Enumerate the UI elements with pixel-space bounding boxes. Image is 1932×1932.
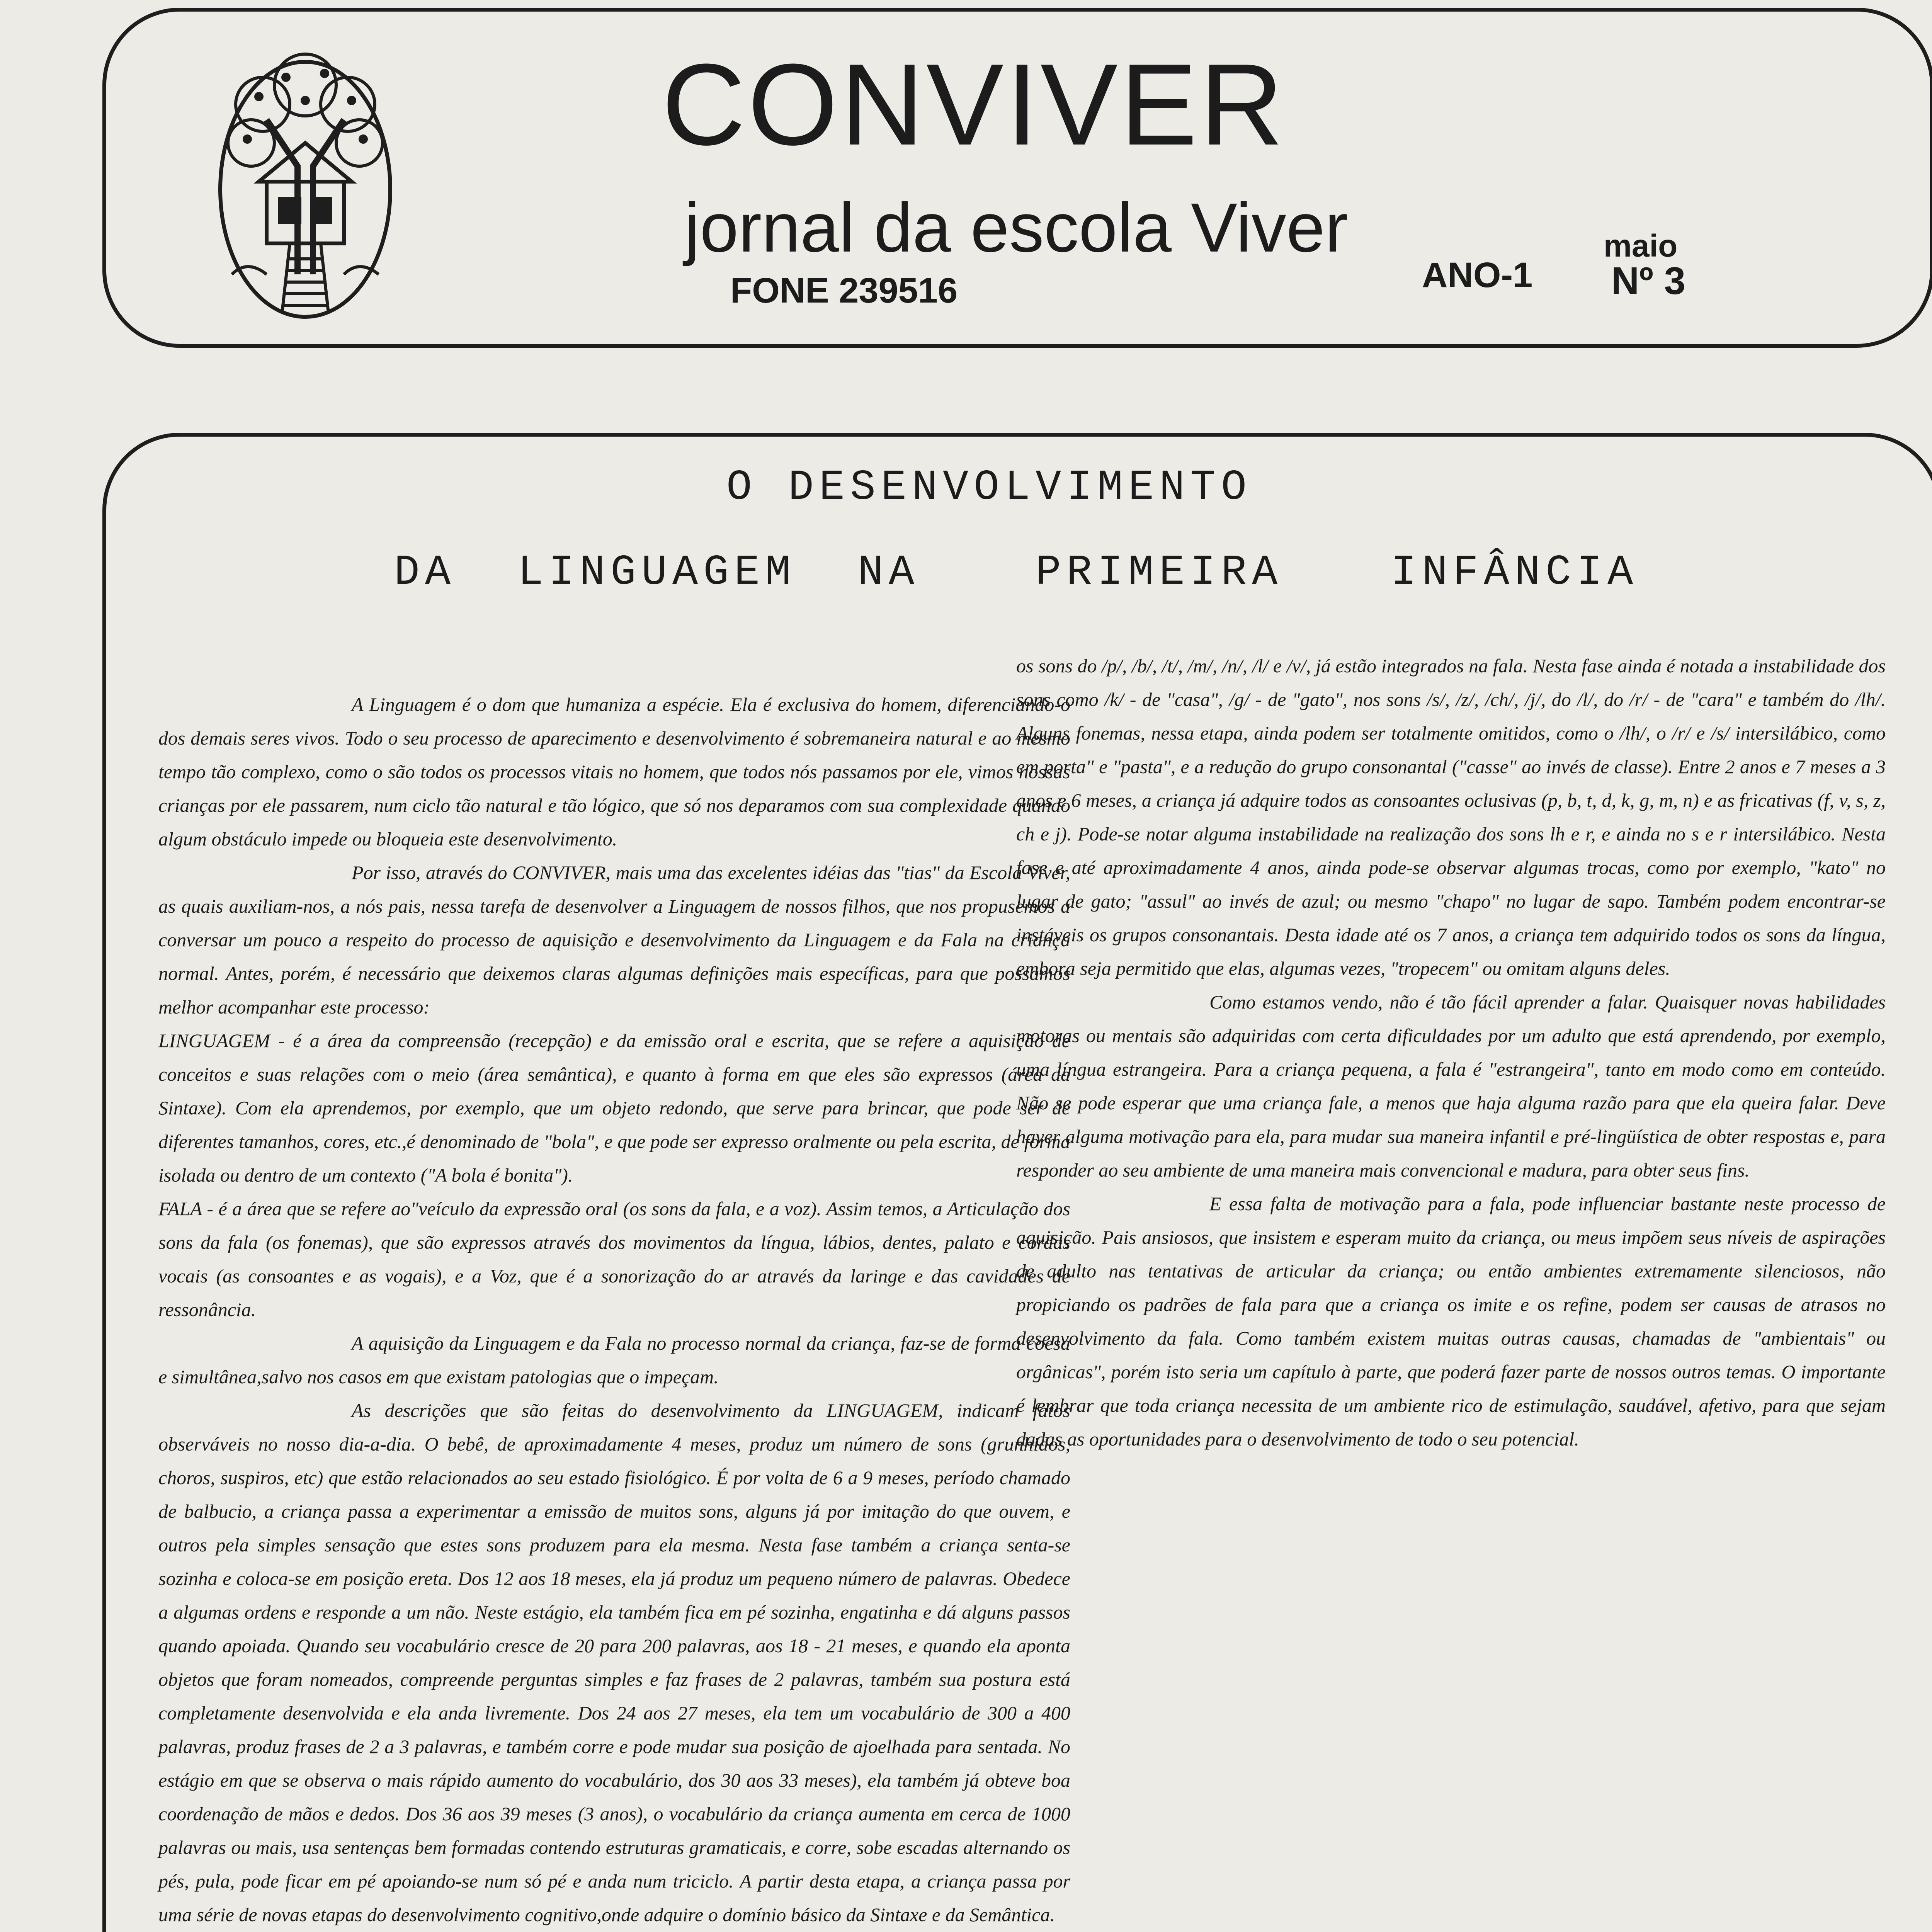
- article-paragraph: A Linguagem é o dom que humaniza a espécie. Ela é exclusiva do homem, diferenciando-o dos demais seres vivos. Todo o seu processo de aparecimento e desenvolvimento é sobremaneira natural e ao mesmo tempo tão complexo, como o são todos os processos vitais no homem, que todos nós passamos por ele, vimos nossas crianças por ele passarem, num ciclo tão natural e tão lógico, que só nos deparamos com sua complexidade quando algum obstáculo impede ou bloqueia este desenvolvimento.: [158, 694, 1070, 850]
- newspaper-title: CONVIVER: [662, 39, 1286, 169]
- article-paragraph: LINGUAGEM - é a área da compreensão (recepção) e da emissão oral e escrita, que se refere a aquisição de conceitos e suas relações com o meio (área semântica), e quanto à forma em que eles são expressos (área da Sintaxe). Com ela aprendemos, por exemplo, que um objeto redondo, que serve para brincar, que pode ser de diferentes tamanhos, cores, etc.,é denominado de "bola", e que pode ser expresso oralmente ou pela escrita, de forma isolada ou dentro de um contexto ("A bola é bonita").: [158, 1030, 1070, 1186]
- newspaper-subtitle: jornal da escola Viver: [684, 189, 1348, 267]
- heading-word: DA: [394, 549, 456, 597]
- article-paragraph: Como estamos vendo, não é tão fácil aprender a falar. Quaisquer novas habilidades motoras ou mentais são adquiridas com certa dificuldades por um adulto que está aprendendo, por exemplo, uma língua estrangeira. Para a criança pequena, a fala é "estrangeira", tanto em modo como em conteúdo. Não se pode esperar que uma criança fale, a menos que haja alguma razão para que ela queira falar. Deve haver alguma motivação para ela, para mudar sua maneira infantil e pré-lingüística de obter respostas e, para responder ao seu ambiente de uma maneira mais convencional e madura, para obter seus fins.: [1016, 991, 1886, 1181]
- month-label: maio: [1604, 228, 1678, 264]
- heading-word: INFÂNCIA: [1391, 549, 1639, 597]
- treehouse-logo-icon: [209, 35, 402, 328]
- heading-word: PRIMEIRA: [1036, 549, 1283, 597]
- article-paragraph: E essa falta de motivação para a fala, pode influenciar bastante neste processo de aquisição. Pais ansiosos, que insistem e esperam muito da criança, ou meus impõem seus níveis de aspirações de adulto nas tentativas de articular da criança; ou então ambientes extremamente silenciosos, não propiciando os padrões de fala para que a criança os imite e os refine, podem ser causas de atrasos no desenvolvimento da fala. Como também existem muitas outras causas, chamadas de "ambientais" ou orgânicas", porém isto seria um capítulo à parte, que poderá fazer parte de nossos outros temas. O importante é lembrar que toda criança necessita de um ambiente rico de estimulação, saudável, afetivo, para que sejam dadas as oportunidades para o desenvolvimento de todo o seu potencial.: [1016, 1193, 1886, 1450]
- heading-word: NA: [858, 549, 920, 597]
- article-paragraph: Por isso, através do CONVIVER, mais uma das excelentes idéias das "tias" da Escola Viver, as quais auxiliam-nos, a nós pais, nessa tarefa de desenvolver a Linguagem de nossos filhos, que nos propusemos a conversar um pouco a respeito do processo de aquisição e desenvolvimento da Linguagem e da Fala na criança normal. Antes, porém, é necessário que deixemos claras algumas definições mais específicas, para que possamos melhor acompanhar este processo:: [158, 862, 1070, 1018]
- article-heading-line1: O DESENVOLVIMENTO: [726, 464, 1252, 512]
- issue-number: Nº 3: [1611, 259, 1686, 303]
- article-paragraph: A aquisição da Linguagem e da Fala no processo normal da criança, faz-se de forma coesa e simultânea,salvo nos casos em que existam patologias que o impeçam.: [158, 1332, 1070, 1388]
- article-paragraph: As descrições que são feitas do desenvolvimento da LINGUAGEM, indicam fatos observáveis no nosso dia-a-dia. O bebê, de aproximadamente 4 meses, produz um número de sons (grunhidos, choros, suspiros, etc) que estão relacionados ao seu estado fisiológico. É por volta de 6 a 9 meses, período chamado de balbucio, a criança passa a experimentar a emissão de muitos sons, alguns já por imitação do que ouvem, e outros pela simples sensação que estes sons produzem para ela mesma. Nesta fase também a criança senta-se sozinha e coloca-se em posição ereta. Dos 12 aos 18 meses, ela já produz um pequeno número de palavras. Obedece a algumas ordens e responde a um não. Neste estágio, ela também fica em pé sozinha, engatinha e dá alguns passos quando apoiada. Quando seu vocabulário cresce de 20 para 200 palavras, aos 18 - 21 meses, e quando ela aponta objetos que foram nomeados, compreende perguntas simples e faz frases de 2 palavras, também sua postura está completamente desenvolvida e ela anda livremente. Dos 24 aos 27 meses, ela tem um vocabulário de 300 a 400 palavras, produz frases de 2 a 3 palavras, e também corre e pode mudar sua posição de ajoelhada para sentada. No estágio em que se observa o mais rápido aumento do vocabulário, dos 30 aos 33 meses), ela também já obteve boa coordenação de mãos e dedos. Dos 36 aos 39 meses (3 anos), o vocabulário da criança aumenta em cerca de 1000 palavras ou mais, usa sentenças bem formadas contendo estruturas gramaticais, e corre, sobe escadas alternando os pés, pula, pode ficar em pé apoiando-se num só pé e anda num triciclo. A partir desta etapa, a criança passa por uma série de novas etapas do desenvolvimento cognitivo,onde adquire o domínio básico da Sintaxe e da Semântica.: [158, 1400, 1070, 1925]
- article-right-column: [1016, 649, 1886, 1456]
- article-paragraph: FALA - é a área que se refere ao"veículo da expressão oral (os sons da fala, e a voz). Assim temos, a Articulação dos sons da fala (os fonemas), que são expressos através dos movimentos da língua, lábios, dentes, palato e cordas vocais (as consoantes e as vogais), e a Voz, que é a sonorização do ar através da laringe e das cavidades de ressonância.: [158, 1198, 1070, 1320]
- heading-word: LINGUAGEM: [518, 549, 796, 597]
- article-paragraph: os sons do /p/, /b/, /t/, /m/, /n/, /l/ e /v/, já estão integrados na fala. Nesta fase ainda é notada a instabilidade dos sons como /k/ - de "casa", /g/ - de "gato", nos sons /s/, /z/, /ch/, /j/, do /l/, do /r/ - de "cara" e também do /lh/. Alguns fonemas, nessa etapa, ainda podem ser totalmente omitidos, como o /lh/, o /r/ e /s/ intersilábico, como em porta" e "pasta", e a redução do grupo consonantal ("casse" ao invés de classe). Entre 2 anos e 7 meses a 3 anos e 6 meses, a criança já adquire todos as consoantes oclusivas (p, b, t, d, k, g, m, n) e as fricativas (f, v, s, z, ch e j). Pode-se notar alguma instabilidade na realização dos sons lh e r, e ainda no s e r intersilábico. Nesta fase e até aproximadamente 4 anos, ainda pode-se observar algumas trocas, como por exemplo, "kato" no lugar de gato; "assul" ao invés de azul; ou mesmo "chapo" no lugar de sapo. Também podem encontrar-se instáveis os grupos consonantais. Desta idade até os 7 anos, a criança tem adquirido todos os sons da língua, embora seja permitido que elas, algumas vezes, "tropecem" ou omitam alguns deles.: [1016, 655, 1886, 979]
- year-label: ANO-1: [1422, 255, 1533, 295]
- article-left-column: [158, 688, 1070, 1932]
- phone-number: FONE 239516: [730, 271, 958, 310]
